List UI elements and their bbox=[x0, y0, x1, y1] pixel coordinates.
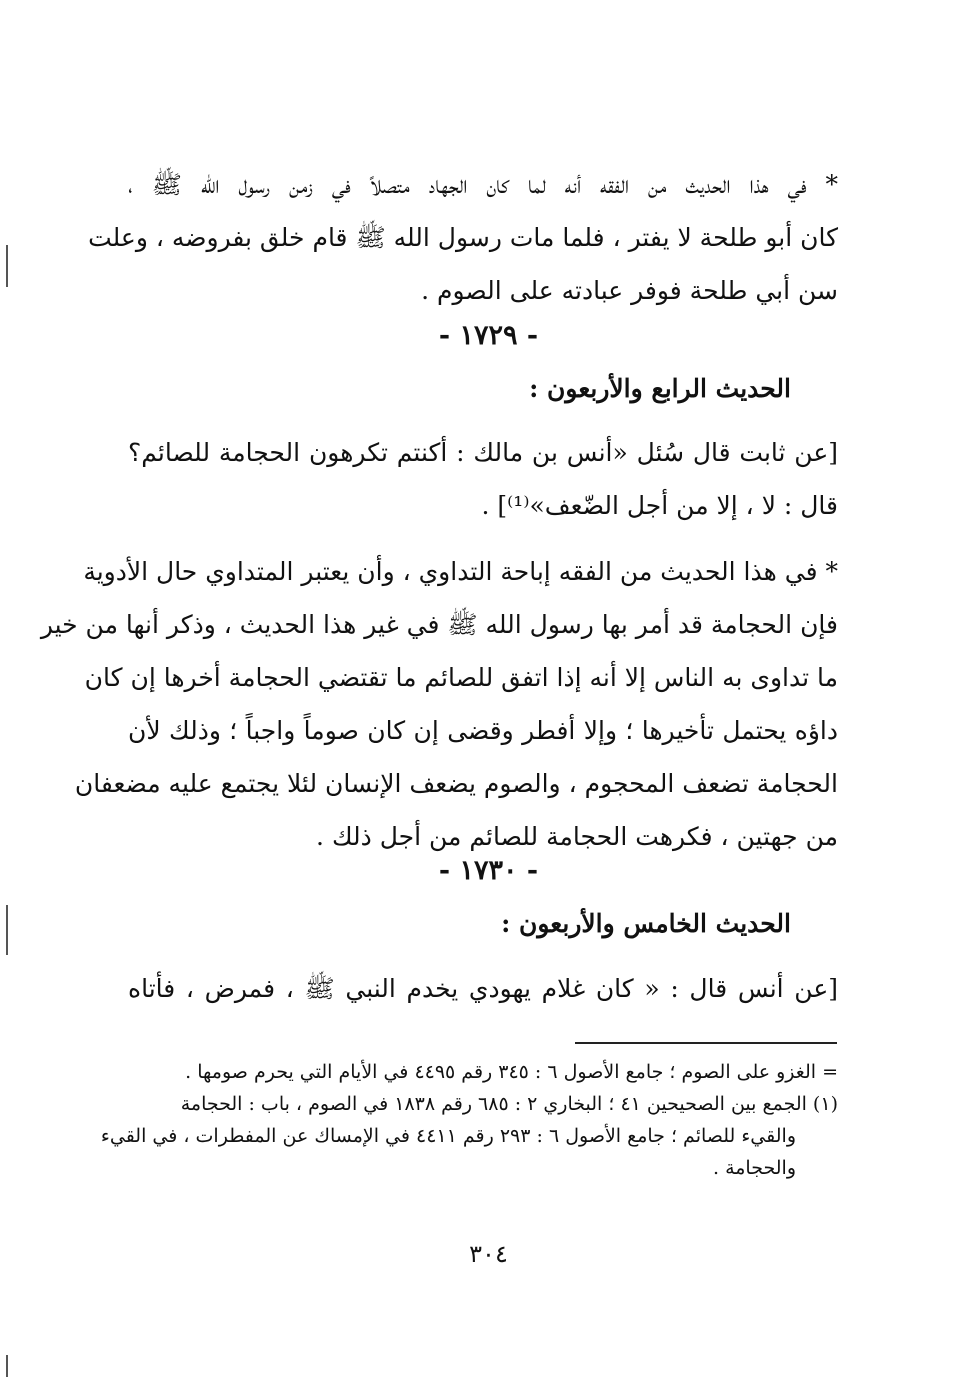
hadith-text bbox=[128, 426, 838, 532]
commentary-paragraph-2 bbox=[40, 545, 838, 863]
commentary-paragraph-1 bbox=[88, 158, 838, 317]
scan-margin-mark bbox=[6, 1355, 8, 1377]
footnote-line: (١) الجمع بين الصحيحين ٤١ ؛ البخاري ٢ : ٦٨٥ رقم ١٨٣٨ في الصوم ، باب : الحجامة bbox=[180, 1093, 838, 1115]
footnotes bbox=[100, 1056, 838, 1184]
text-line: من جهتين ، فكرهت الحجامة للصائم من أجل ذلك . bbox=[316, 822, 838, 851]
scan-margin-mark bbox=[6, 245, 8, 287]
text-line: [عن أنس قال : « كان غلام يهودي يخدم النبي ﷺ ، فمرض ، فأتاه bbox=[128, 974, 838, 1003]
text-line: فإن الحجامة قد أمر بها رسول الله ﷺ في غير هذا الحديث ، وذكر أنها من خير bbox=[40, 610, 838, 639]
text-line: الحجامة تضعف المحجوم ، والصوم يضعف الإنسان لئلا يجتمع عليه مضعفان bbox=[74, 769, 838, 798]
text-line: * في هذا الحديث من الفقه أنه لما كان الجهاد متصلاً في زمن رسول الله ﷺ ، bbox=[128, 170, 838, 199]
hadith-number-heading: - ١٧٢٩ - bbox=[438, 320, 539, 351]
footnote-separator bbox=[575, 1042, 837, 1044]
text-line: [عن ثابت قال سُئل «أنس بن مالك : أكنتم تكرهون الحجامة للصائم؟ bbox=[128, 438, 838, 467]
hadith-title: الحديث الرابع والأربعون : bbox=[529, 374, 791, 403]
footnote-line: = الغزو على الصوم ؛ جامع الأصول ٦ : ٣٤٥ رقم ٤٤٩٥ في الأيام التي يحرم صومها . bbox=[185, 1061, 838, 1083]
hadith-text bbox=[128, 962, 838, 1015]
text-line: داؤه يحتمل تأخيرها ؛ وإلا أفطر وقضى إن كان صوماً واجباً ؛ وذلك لأن bbox=[128, 716, 838, 745]
hadith-title: الحديث الخامس والأربعون : bbox=[501, 909, 791, 938]
page-number: ٣٠٤ bbox=[469, 1240, 508, 1268]
text-line: كان أبو طلحة لا يفتر ، فلما مات رسول الله ﷺ قام خلق بفروضه ، وعلت bbox=[88, 223, 838, 252]
text-line: قال : لا ، إلا من أجل الضّعف»⁽¹⁾] . bbox=[481, 491, 838, 520]
text-line: سن أبي طلحة فوفر عبادته على الصوم . bbox=[421, 276, 838, 305]
text-line: ما تداوى به الناس إلا أنه إذا اتفق للصائم ما تقتضي الحجامة أخرها إن كان bbox=[84, 663, 838, 692]
scan-margin-mark bbox=[6, 905, 8, 955]
hadith-number-heading: - ١٧٣٠ - bbox=[438, 855, 539, 886]
footnote-line: والحجامة . bbox=[712, 1157, 796, 1179]
footnote-line: والقيء للصائم ؛ جامع الأصول ٦ : ٢٩٣ رقم ٤٤١١ في الإمساك عن المفطرات ، في القيء bbox=[100, 1125, 796, 1147]
text-line: * في هذا الحديث من الفقه إباحة التداوي ، وأن يعتبر المتداوي حال الأدوية bbox=[83, 557, 838, 586]
